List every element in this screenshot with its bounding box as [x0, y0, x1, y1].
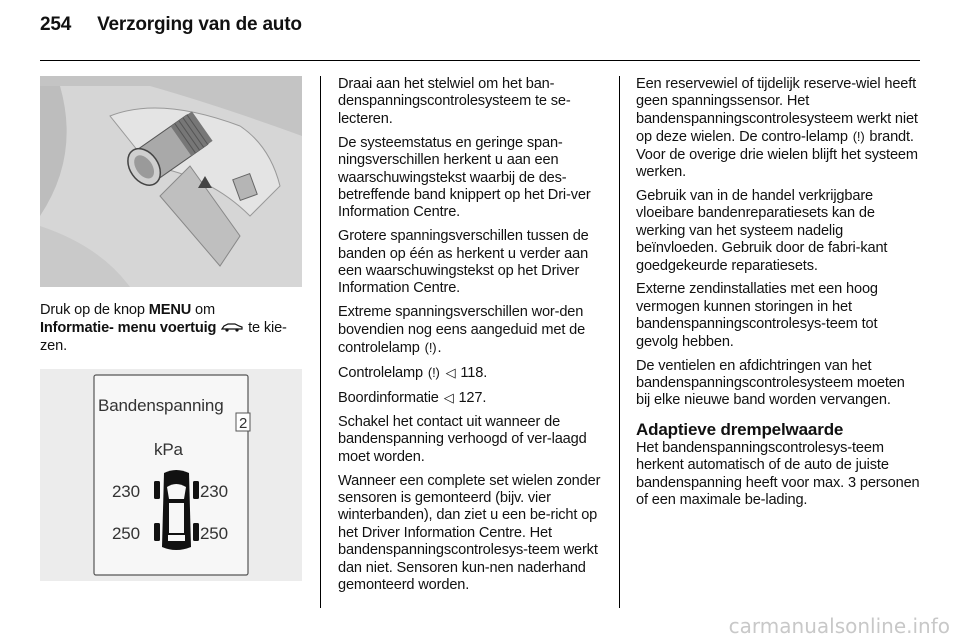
reference-arrow-icon: ◁	[443, 390, 454, 405]
paragraph	[636, 76, 920, 181]
rear-left-value: 250	[112, 524, 140, 544]
page-number: 254	[40, 14, 72, 35]
page-title: Verzorging van de auto	[97, 14, 302, 35]
front-right-value: 230	[200, 482, 228, 502]
paragraph-text: brandt. Voor de overige drie wielen blijft het systeem werken.	[636, 129, 918, 181]
column-divider	[619, 76, 620, 608]
tire-warning-icon: (!)	[424, 340, 437, 356]
menu-key-label: MENU	[148, 302, 192, 318]
display-page: 2	[239, 415, 248, 433]
display-unit: kPa	[154, 440, 183, 460]
front-left-value: 230	[112, 482, 140, 502]
paragraph: Gebruik van in de handel verkrijgbare vloeibare bandenreparatiesets kan de werking van het systeem nadelig beïnvloeden. Gebruik door de fabri-kant goedgekeurde reparatiesets.	[636, 187, 888, 274]
paragraph	[338, 389, 606, 407]
display-title: Bandenspanning	[98, 396, 224, 416]
paragraph: De systeemstatus en geringe span-ningsverschillen herkent u aan een waarschuwingstekst waarbij de des-betreffende band knippert op het Dri-ver Information Centre.	[338, 134, 591, 221]
column-divider	[320, 76, 321, 608]
paragraph: De ventielen en afdichtringen van het bandenspanningscontrolesysteem moeten bij elke nieuwe band worden vervangen.	[636, 357, 905, 409]
section-heading: Adaptieve drempelwaarde	[636, 419, 844, 439]
paragraph: Externe zendinstallaties met een hoog vermogen kunnen storingen in het bandenspanningscontrolesys-teem tot gevolg hebben.	[636, 281, 878, 350]
rear-right-value: 250	[200, 524, 228, 544]
tire-warning-icon: (!)	[852, 129, 865, 145]
column-1	[40, 76, 302, 581]
reference-arrow-icon: ◁	[445, 365, 456, 381]
page-reference: 127.	[454, 390, 487, 406]
paragraph-text: .	[437, 340, 442, 357]
caption-text: Druk op de knop	[40, 302, 149, 318]
paragraph: Draai aan het stelwiel om het ban-denspanningscontrolesysteem te se-lecteren.	[338, 76, 571, 127]
car-icon	[221, 319, 243, 336]
paragraph: Het bandenspanningscontrolesys-teem herkent automatisch of de auto de juiste bandenspanning heeft voor max. 3 personen of een maximale be-lading.	[636, 439, 920, 509]
tire-pressure-display	[40, 369, 302, 581]
vehicle-menu-label: Informatie- menu voertuig	[40, 320, 217, 337]
paragraph: Schakel het contact uit wanneer de bandenspanning verhoogd of ver-laagd moet worden.	[338, 413, 587, 465]
caption-text: om	[191, 302, 216, 318]
paragraph-text: Controlelamp	[338, 365, 427, 382]
header-rule	[40, 60, 920, 61]
paragraph	[338, 364, 606, 382]
stalk-illustration	[40, 76, 302, 287]
paragraph-text: Extreme spanningsverschillen wor-den bovendien nog eens aangeduid met de controlelamp	[338, 304, 586, 357]
caption-text: te kie-zen.	[40, 320, 287, 354]
paragraph-text: Boordinformatie	[338, 390, 443, 406]
paragraph: Wanneer een complete set wielen zonder sensoren is gemonteerd (bijv. vier winterbanden), dan ziet u een be-richt op het Driver Information Centre. Het bandenspanningscontrolesys-teem werkt dan niet. Sensoren kun-nen naderhand gemonteerd worden.	[338, 472, 601, 594]
tire-warning-icon: (!)	[427, 365, 440, 381]
column-2	[338, 76, 606, 601]
paragraph-text: Een reservewiel of tijdelijk reserve-wiel heeft geen spanningssensor. Het bandenspanningscontrolesysteem werkt niet op deze wielen. De contro-lelamp	[636, 76, 918, 146]
watermark: carmanualsonline.info	[728, 614, 950, 638]
page-header	[40, 14, 302, 36]
page-reference: 118.	[456, 365, 488, 382]
column-3	[636, 76, 920, 516]
paragraph	[338, 304, 606, 357]
caption	[40, 302, 302, 355]
paragraph: Grotere spanningsverschillen tussen de banden op één as herkent u verder aan een waarschuwingstekst op het Driver Information Centre.	[338, 228, 589, 297]
